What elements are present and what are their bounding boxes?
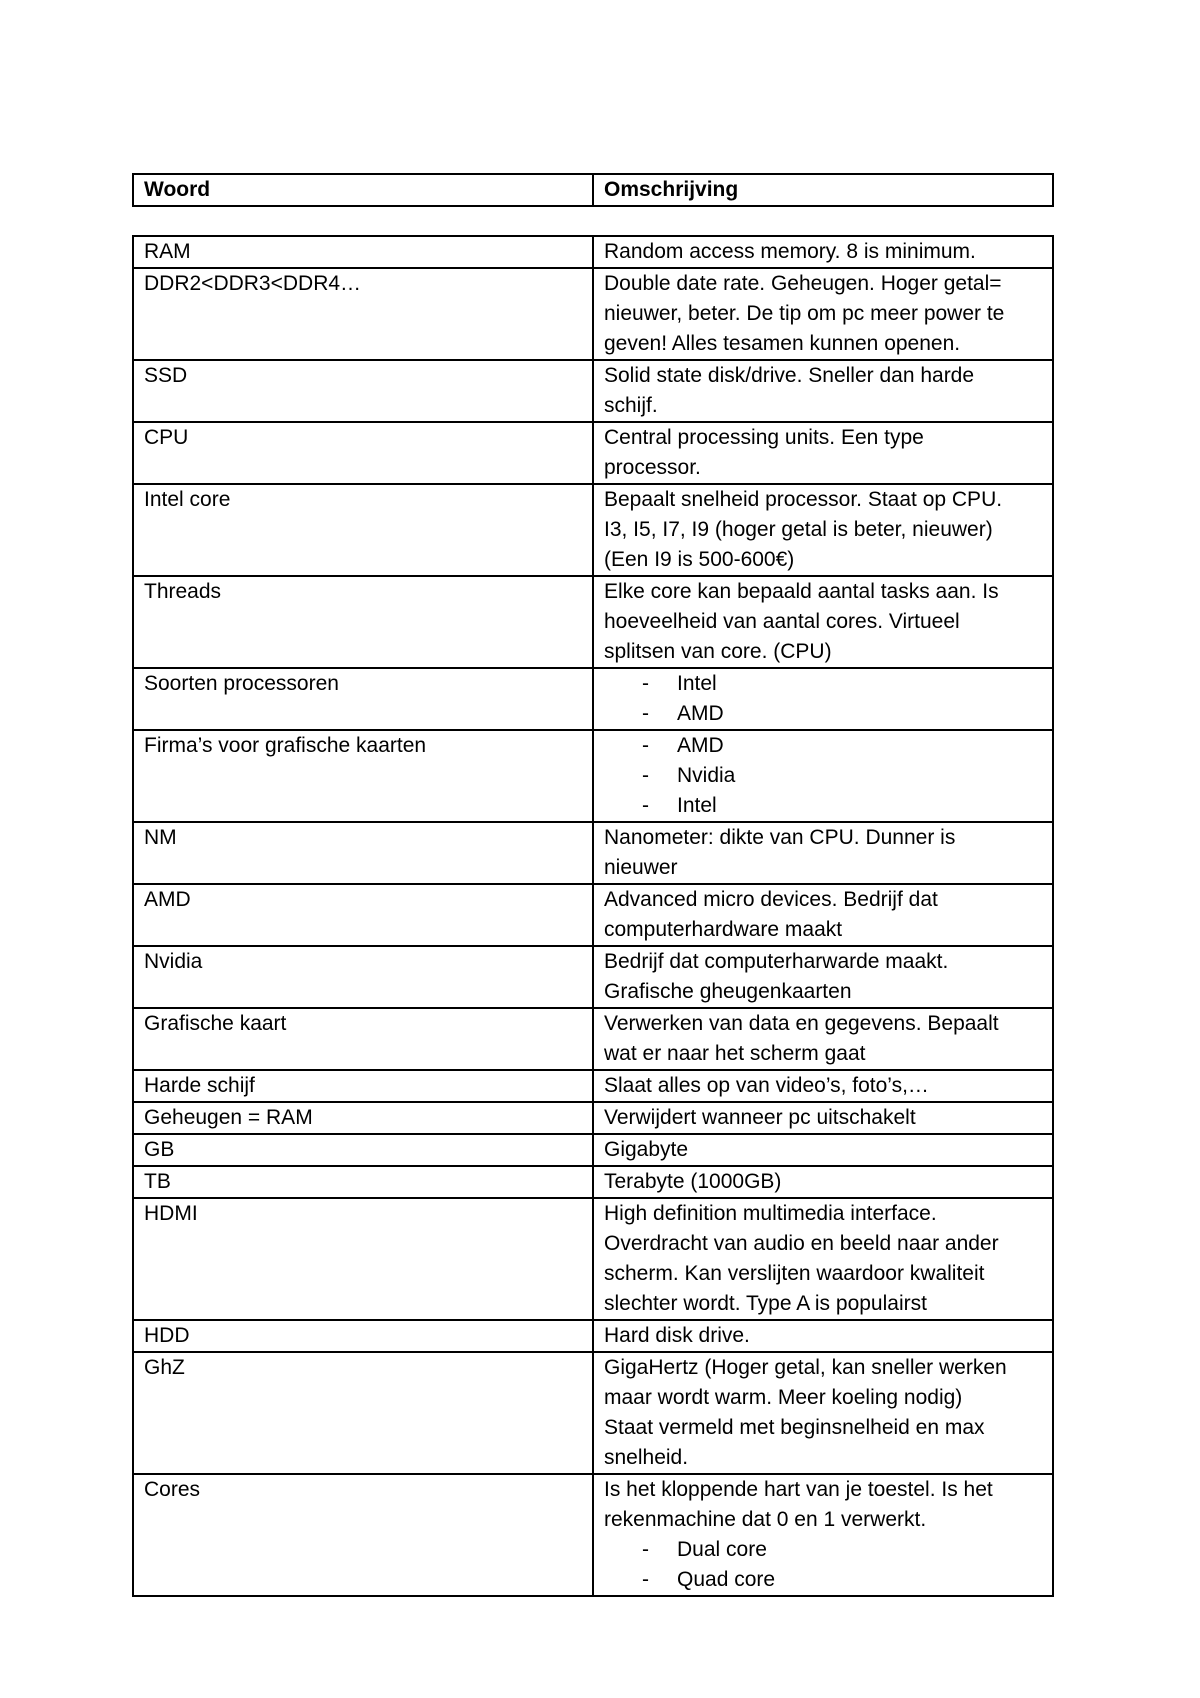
description-line: Solid state disk/drive. Sneller dan harde — [604, 364, 975, 387]
description-line: wat er naar het scherm gaat — [604, 1042, 866, 1065]
table-row — [133, 730, 1053, 822]
term-cell: Threads — [133, 576, 593, 668]
term-cell: Intel core — [133, 484, 593, 576]
term-cell: Nvidia — [133, 946, 593, 1008]
description-cell — [593, 1134, 1053, 1166]
bullet-list — [604, 1535, 1042, 1595]
term-cell: DDR2<DDR3<DDR4… — [133, 268, 593, 360]
description-line: snelheid. — [604, 1446, 689, 1469]
term-cell: Harde schijf — [133, 1070, 593, 1102]
term-cell: NM — [133, 822, 593, 884]
description-line: Nanometer: dikte van CPU. Dunner is — [604, 826, 956, 849]
list-item — [604, 669, 1042, 699]
list-item-text: Nvidia — [677, 764, 736, 787]
description-cell — [593, 1320, 1053, 1352]
description-line: Advanced micro devices. Bedrijf dat — [604, 888, 938, 911]
description-cell — [593, 946, 1053, 1008]
table-row — [133, 1474, 1053, 1596]
list-item-text: Intel — [677, 672, 717, 695]
description-cell — [593, 1474, 1053, 1596]
description-cell — [593, 484, 1053, 576]
table-row — [133, 1102, 1053, 1134]
table-row — [133, 1134, 1053, 1166]
term-cell: Geheugen = RAM — [133, 1102, 593, 1134]
description-line: Elke core kan bepaald aantal tasks aan. Is — [604, 580, 999, 603]
list-item-text: Intel — [677, 794, 717, 817]
term-cell: Soorten processoren — [133, 668, 593, 730]
dash-bullet-icon: - — [642, 1538, 649, 1561]
description-line: Central processing units. Een type — [604, 426, 924, 449]
description-line: Overdracht van audio en beeld naar ander — [604, 1232, 999, 1255]
bullet-list — [604, 669, 1042, 729]
description-line: Verwerken van data en gegevens. Bepaalt — [604, 1012, 999, 1035]
description-cell — [593, 1198, 1053, 1320]
description-line: Bedrijf dat computerharwarde maakt. — [604, 950, 949, 973]
description-line: schijf. — [604, 394, 658, 417]
description-line: rekenmachine dat 0 en 1 verwerkt. — [604, 1508, 927, 1531]
description-line: geven! Alles tesamen kunnen openen. — [604, 332, 961, 355]
list-item — [604, 761, 1042, 791]
table-row — [133, 576, 1053, 668]
description-line: Grafische gheugenkaarten — [604, 980, 852, 1003]
description-line: maar wordt warm. Meer koeling nodig) — [604, 1386, 963, 1409]
term-cell: Firma’s voor grafische kaarten — [133, 730, 593, 822]
description-line: (Een I9 is 500-600€) — [604, 548, 795, 571]
table-row — [133, 268, 1053, 360]
description-line: Bepaalt snelheid processor. Staat op CPU. — [604, 488, 1003, 511]
list-item — [604, 699, 1042, 729]
glossary-table — [132, 235, 1054, 1597]
description-cell — [593, 576, 1053, 668]
description-line: splitsen van core. (CPU) — [604, 640, 832, 663]
description-line: Slaat alles op van video’s, foto’s,… — [604, 1074, 929, 1097]
description-cell — [593, 884, 1053, 946]
list-item — [604, 791, 1042, 821]
description-line: hoeveelheid van aantal cores. Virtueel — [604, 610, 960, 633]
description-line: I3, I5, I7, I9 (hoger getal is beter, nieuwer) — [604, 518, 993, 541]
description-line: nieuwer, beter. De tip om pc meer power te — [604, 302, 1005, 325]
description-line: Terabyte (1000GB) — [604, 1170, 782, 1193]
dash-bullet-icon: - — [642, 794, 649, 817]
dash-bullet-icon: - — [642, 702, 649, 725]
list-item-text: Dual core — [677, 1538, 767, 1561]
header-row — [133, 174, 1053, 206]
table-row — [133, 1070, 1053, 1102]
table-row — [133, 1320, 1053, 1352]
term-cell: SSD — [133, 360, 593, 422]
description-line: slechter wordt. Type A is populairst — [604, 1292, 927, 1315]
description-line: Is het kloppende hart van je toestel. Is het — [604, 1478, 993, 1501]
description-cell — [593, 730, 1053, 822]
description-cell — [593, 1008, 1053, 1070]
description-line: processor. — [604, 456, 701, 479]
table-row — [133, 1198, 1053, 1320]
description-cell — [593, 1102, 1053, 1134]
list-item-text: AMD — [677, 734, 724, 757]
term-cell: HDMI — [133, 1198, 593, 1320]
table-row — [133, 946, 1053, 1008]
term-cell: GhZ — [133, 1352, 593, 1474]
description-cell — [593, 268, 1053, 360]
description-line: computerhardware maakt — [604, 918, 843, 941]
list-item-text: AMD — [677, 702, 724, 725]
description-cell — [593, 1070, 1053, 1102]
term-cell: Grafische kaart — [133, 1008, 593, 1070]
description-line: Gigabyte — [604, 1138, 689, 1161]
description-line: High definition multimedia interface. — [604, 1202, 937, 1225]
table-row — [133, 484, 1053, 576]
list-item — [604, 731, 1042, 761]
table-row — [133, 822, 1053, 884]
term-cell: Cores — [133, 1474, 593, 1596]
term-cell: AMD — [133, 884, 593, 946]
table-row — [133, 668, 1053, 730]
list-item-text: Quad core — [677, 1568, 776, 1591]
description-line: nieuwer — [604, 856, 678, 879]
description-cell — [593, 668, 1053, 730]
description-line: Verwijdert wanneer pc uitschakelt — [604, 1106, 916, 1129]
table-row — [133, 236, 1053, 268]
list-item — [604, 1565, 1042, 1595]
header-term: Woord — [133, 174, 593, 206]
table-row — [133, 1166, 1053, 1198]
table-row — [133, 884, 1053, 946]
glossary-body — [133, 236, 1053, 1596]
description-cell — [593, 1166, 1053, 1198]
term-cell: CPU — [133, 422, 593, 484]
dash-bullet-icon: - — [642, 734, 649, 757]
description-cell — [593, 422, 1053, 484]
table-row — [133, 1352, 1053, 1474]
description-line: scherm. Kan verslijten waardoor kwaliteit — [604, 1262, 985, 1285]
table-row — [133, 1008, 1053, 1070]
description-cell — [593, 1352, 1053, 1474]
term-cell: TB — [133, 1166, 593, 1198]
dash-bullet-icon: - — [642, 672, 649, 695]
description-cell — [593, 236, 1053, 268]
list-item — [604, 1535, 1042, 1565]
table-row — [133, 360, 1053, 422]
description-line: Random access memory. 8 is minimum. — [604, 240, 976, 263]
description-line: Double date rate. Geheugen. Hoger getal= — [604, 272, 1002, 295]
dash-bullet-icon: - — [642, 1568, 649, 1591]
description-line: Hard disk drive. — [604, 1324, 750, 1347]
table-row — [133, 422, 1053, 484]
term-cell: GB — [133, 1134, 593, 1166]
description-line: Staat vermeld met beginsnelheid en max — [604, 1416, 985, 1439]
term-cell: RAM — [133, 236, 593, 268]
description-cell — [593, 360, 1053, 422]
description-line: GigaHertz (Hoger getal, kan sneller werken — [604, 1356, 1007, 1379]
bullet-list — [604, 731, 1042, 821]
term-cell: HDD — [133, 1320, 593, 1352]
description-cell — [593, 822, 1053, 884]
header-table — [132, 173, 1054, 207]
dash-bullet-icon: - — [642, 764, 649, 787]
header-description: Omschrijving — [593, 174, 1053, 206]
